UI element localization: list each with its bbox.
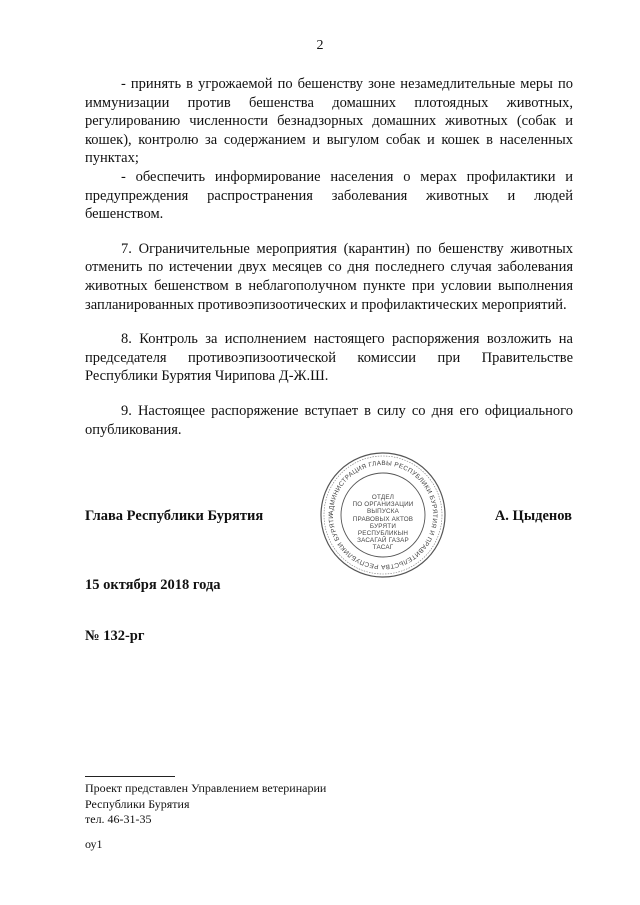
paragraph-7-quarantine: 7. Ограничительные мероприятия (карантин) по бешенству животных отменить по истечении двух месяцев со дня последнего случая заболевания животных бешенством в неблагополучном пункте при условии выполнения запланированных противоэпизоотических и профилактических мероприятий. xyxy=(85,240,573,313)
document-number: № 132-рг xyxy=(85,628,145,644)
footer-line: Республики Бурятия xyxy=(85,796,190,811)
body-text xyxy=(85,75,573,439)
paragraph-8-control: 8. Контроль за исполнением настоящего распоряжения возложить на председателя противоэпизоотической комиссии при Правительстве Республики Бурятия Чирипова Д-Ж.Ш. xyxy=(85,331,573,385)
document-date: 15 октября 2018 года xyxy=(85,577,221,593)
page-number: 2 xyxy=(316,38,324,53)
paragraph-information: - обеспечить информирование населения о мерах профилактики и предупреждения распространения заболевания животных и людей бешенством. xyxy=(85,168,573,223)
footer-divider xyxy=(85,776,175,777)
seal-center-text: ОТДЕЛ ПО ОРГАНИЗАЦИИ ВЫПУСКА ПРАВОВЫХ АКТОВ БУРЯТИ РЕСПУБЛИКЫН ЗАСАГАЙ ГАЗАР ТАСАГ xyxy=(352,494,414,552)
paragraph-immunization: - принять в угрожаемой по бешенству зоне незамедлительные меры по иммунизации против бешенства домашних плотоядных животных, регулированию численности безнадзорных домашних животных (собак и кошек), контролю за содержанием и выгулом собак и кошек в населенных пунктах; xyxy=(85,76,573,167)
signature-title: Глава Республики Бурятия xyxy=(85,508,264,524)
footer-note xyxy=(85,781,326,852)
signature-name: А. Цыденов xyxy=(494,508,572,524)
paragraph-9-effective: 9. Настоящее распоряжение вступает в силу со дня его официального опубликования. xyxy=(85,402,573,438)
footer-code: оу1 xyxy=(85,836,103,851)
footer-line: тел. 46-31-35 xyxy=(85,812,152,827)
official-seal xyxy=(318,450,448,580)
seal-ring-text: АДМИНИСТРАЦИЯ ГЛАВЫ РЕСПУБЛИКИ БУРЯТИЯ И ПРАВИТЕЛЬСТВА РЕСПУБЛИКИ БУРЯТИ xyxy=(327,459,439,571)
footer-line: Проект представлен Управлением ветеринарии xyxy=(85,781,327,795)
